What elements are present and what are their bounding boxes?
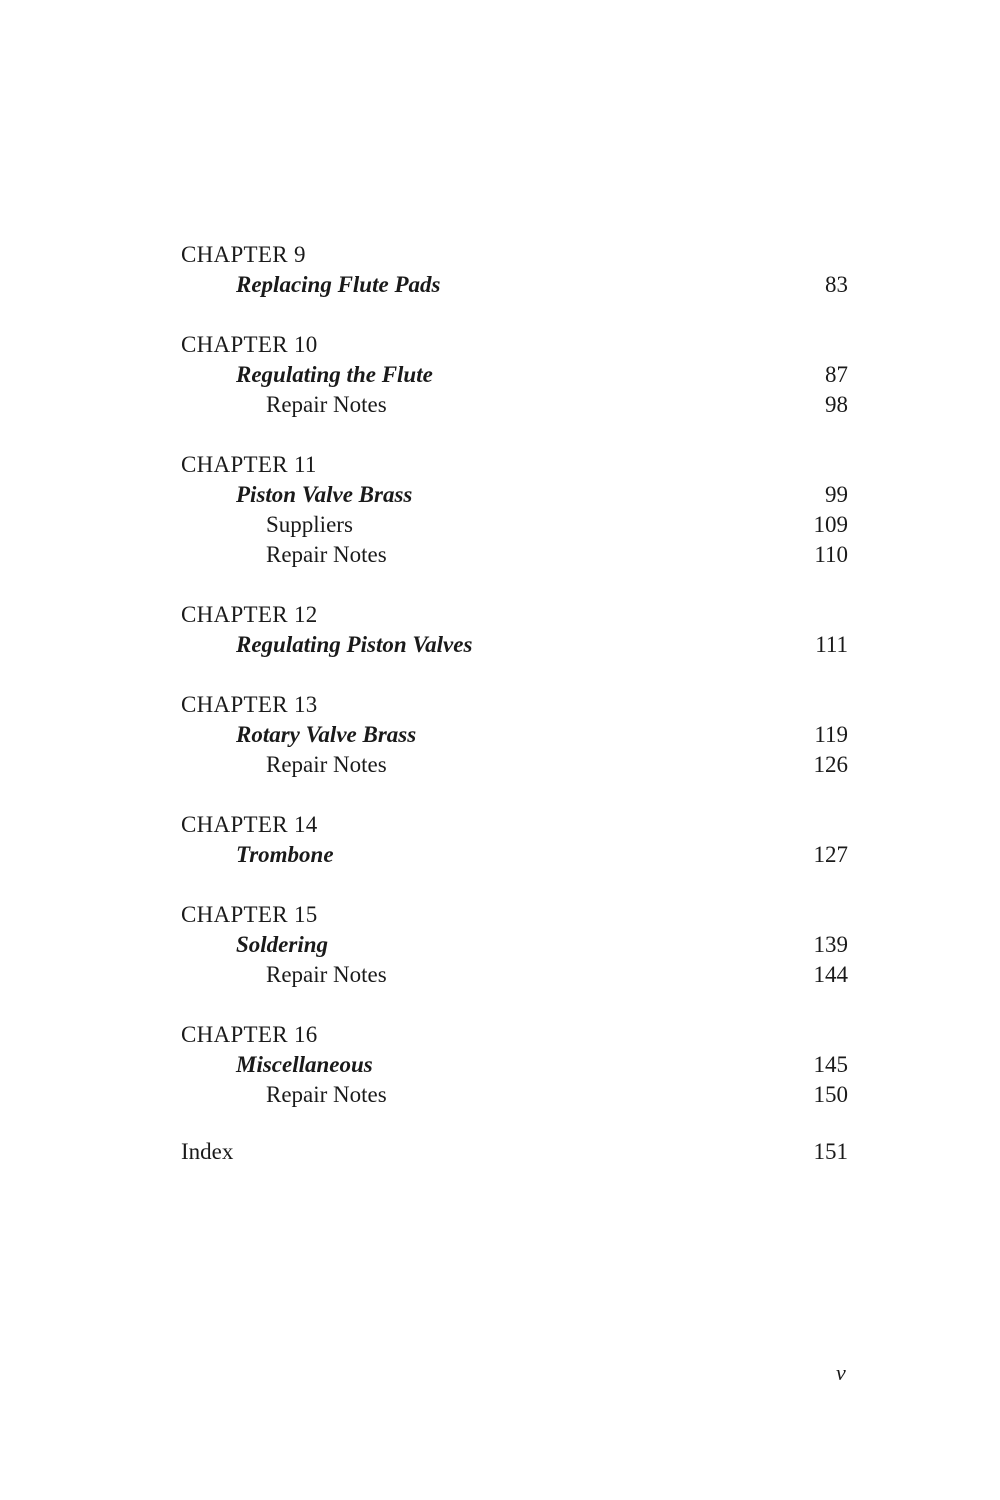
- toc-chapter-heading: [181, 600, 848, 630]
- toc-chapter-title-entry[interactable]: [181, 720, 848, 750]
- toc-chapter-heading: [181, 900, 848, 930]
- page-folio: v: [836, 1360, 846, 1385]
- toc-sub-entry-label: Repair Notes: [266, 962, 387, 987]
- toc-entry-page-number: 126: [813, 752, 848, 777]
- toc-chapter-title-entry[interactable]: [181, 930, 848, 960]
- toc-chapter-heading: [181, 450, 848, 480]
- toc-entry-page-number: 119: [814, 722, 848, 747]
- toc-sub-entry[interactable]: [181, 1080, 848, 1110]
- chapter-title: Regulating the Flute: [236, 362, 433, 387]
- toc-sub-entry[interactable]: [181, 960, 848, 990]
- toc-chapter-title-entry[interactable]: [181, 1050, 848, 1080]
- toc-chapter-block: [181, 600, 848, 660]
- toc-chapter-heading: [181, 810, 848, 840]
- toc-sub-entry-label: Repair Notes: [266, 392, 387, 417]
- chapter-number-label: CHAPTER 10: [181, 332, 318, 357]
- toc-chapter-heading: [181, 240, 848, 270]
- toc-entry-label: Index: [181, 1139, 234, 1164]
- chapter-number-label: CHAPTER 15: [181, 902, 318, 927]
- toc-entry-page-number: 99: [825, 482, 848, 507]
- toc-chapter-block: [181, 690, 848, 780]
- chapter-title: Miscellaneous: [236, 1052, 373, 1077]
- toc-entry-page-number: 87: [825, 362, 848, 387]
- toc-sub-entry[interactable]: [181, 390, 848, 420]
- toc-chapter-title-entry[interactable]: [181, 360, 848, 390]
- toc-chapter-block: [181, 810, 848, 870]
- toc-entry-page-number: 83: [825, 272, 848, 297]
- chapter-title: Piston Valve Brass: [236, 482, 413, 507]
- chapter-number-label: CHAPTER 11: [181, 452, 317, 477]
- chapter-number-label: CHAPTER 14: [181, 812, 318, 837]
- toc-chapter-title-entry[interactable]: [181, 630, 848, 660]
- toc-entry-page-number: 150: [813, 1082, 848, 1107]
- toc-entry-page-number: 145: [813, 1052, 848, 1077]
- chapter-number-label: CHAPTER 12: [181, 602, 318, 627]
- toc-entry-page-number: 151: [813, 1139, 848, 1164]
- toc-entry-page-number: 127: [813, 842, 848, 867]
- toc-chapter-block: [181, 240, 848, 300]
- chapter-title: Rotary Valve Brass: [236, 722, 417, 747]
- chapter-title: Regulating Piston Valves: [236, 632, 473, 657]
- toc-sub-entry-label: Repair Notes: [266, 752, 387, 777]
- table-of-contents: [181, 240, 848, 1140]
- toc-chapter-block: [181, 450, 848, 570]
- toc-sub-entry-label: Repair Notes: [266, 1082, 387, 1107]
- toc-entry-index[interactable]: [181, 1137, 848, 1167]
- chapter-number-label: CHAPTER 16: [181, 1022, 318, 1047]
- toc-entry-page-number: 111: [815, 632, 848, 657]
- toc-sub-entry-label: Suppliers: [266, 512, 353, 537]
- chapter-title: Trombone: [236, 842, 334, 867]
- toc-sub-entry[interactable]: [181, 510, 848, 540]
- toc-entry-page-number: 110: [814, 542, 848, 567]
- toc-chapter-block: [181, 330, 848, 420]
- chapter-title: Replacing Flute Pads: [236, 272, 441, 297]
- toc-chapter-heading: [181, 690, 848, 720]
- toc-sub-entry[interactable]: [181, 540, 848, 570]
- toc-entry-page-number: 98: [825, 392, 848, 417]
- chapter-number-label: CHAPTER 9: [181, 242, 306, 267]
- toc-chapter-title-entry[interactable]: [181, 840, 848, 870]
- toc-entry-page-number: 144: [813, 962, 848, 987]
- toc-chapter-heading: [181, 330, 848, 360]
- toc-chapter-block: [181, 900, 848, 990]
- toc-entry-page-number: 139: [813, 932, 848, 957]
- toc-entry-page-number: 109: [813, 512, 848, 537]
- toc-chapter-title-entry[interactable]: [181, 480, 848, 510]
- toc-sub-entry-label: Repair Notes: [266, 542, 387, 567]
- toc-chapter-title-entry[interactable]: [181, 270, 848, 300]
- toc-chapter-heading: [181, 1020, 848, 1050]
- toc-sub-entry[interactable]: [181, 750, 848, 780]
- chapter-title: Soldering: [236, 932, 329, 957]
- chapter-number-label: CHAPTER 13: [181, 692, 318, 717]
- toc-chapter-block: [181, 1020, 848, 1110]
